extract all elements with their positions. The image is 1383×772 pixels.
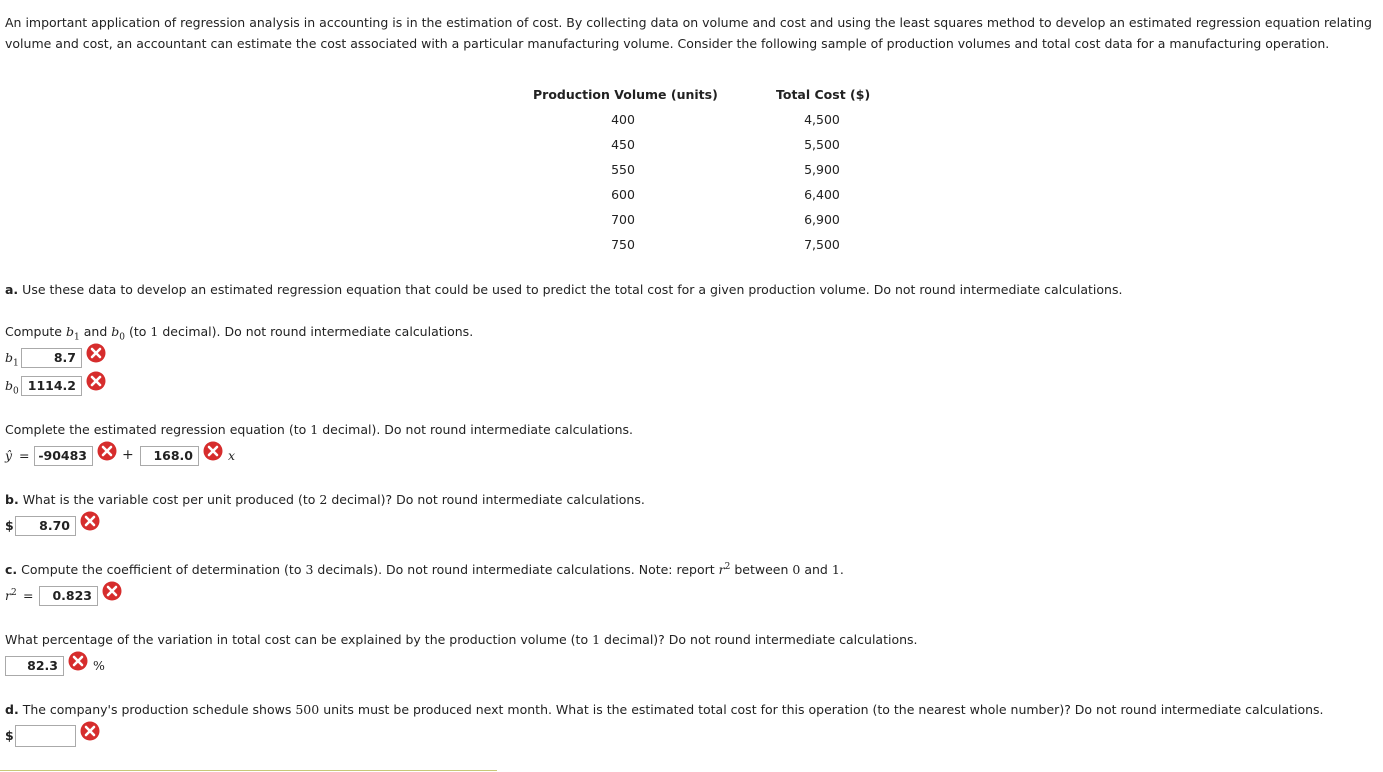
part-b-text-post: decimal)? Do not round intermediate calculations. <box>331 492 645 507</box>
table-cell: 6,400 <box>804 187 840 202</box>
x-variable: x <box>228 448 236 463</box>
part-d-question <box>5 702 1324 717</box>
part-d-label: d. <box>5 702 19 717</box>
b0-symbol: $b_0$ <box>111 324 125 343</box>
percentage-question <box>5 632 918 647</box>
table-cell: 5,500 <box>804 137 840 152</box>
table-cell: 700 <box>611 212 635 227</box>
plus-sign: + <box>122 447 134 463</box>
x-circle-icon <box>68 651 88 671</box>
b1-symbol: $b_1$ <box>66 324 80 343</box>
part-b-label: b. <box>5 492 19 507</box>
and-text: and <box>804 562 828 578</box>
between-text: between <box>734 562 789 578</box>
part-a-text: Use these data to develop an estimated regression equation that could be used to predict the total cost for a given production volume. Do not round intermediate calculations. <box>22 282 1123 297</box>
intercept-input[interactable]: -90483 <box>34 446 93 466</box>
table-cell: 7,500 <box>804 237 840 252</box>
variable-cost-input[interactable]: 8.70 <box>15 516 76 536</box>
eq-decimal-count: 1 <box>310 422 319 437</box>
table-cell: 550 <box>611 162 635 177</box>
x-circle-icon <box>203 441 223 461</box>
x-circle-icon <box>97 441 117 461</box>
x-circle-icon <box>86 371 106 391</box>
compute-text: Compute <box>5 324 63 339</box>
table-header-volume: Production Volume (units) <box>533 87 718 102</box>
part-c-text-mid: decimals). Do not round intermediate calculations. Note: report <box>317 562 715 578</box>
compute-post: decimal). Do not round intermediate calculations. <box>162 324 474 339</box>
part-a-question <box>5 282 1122 297</box>
eq-text-post: decimal). Do not round intermediate calculations. <box>322 422 634 437</box>
b0-label: $b_0$ <box>5 378 19 397</box>
part-c-question <box>5 562 844 577</box>
pct-text-post: decimal)? Do not round intermediate calculations. <box>604 632 918 647</box>
table-cell: 600 <box>611 187 635 202</box>
part-c-label: c. <box>5 562 18 578</box>
section-divider <box>0 770 497 771</box>
currency-symbol: $ <box>5 518 14 533</box>
equals-sign: = <box>19 448 30 463</box>
equation-instruction <box>5 422 633 437</box>
part-c-decimal-count: 3 <box>305 562 314 578</box>
compute-instruction <box>5 324 473 343</box>
table-header-cost: Total Cost ($) <box>776 87 871 102</box>
period: . <box>839 562 844 578</box>
part-d-text-post: units must be produced next month. What is the estimated total cost for this operation (to the nearest whole number)? Do not round intermediate calculations. <box>323 702 1324 717</box>
compute-paren: (to <box>128 324 147 339</box>
percentage-input[interactable]: 82.3 <box>5 656 64 676</box>
equals-sign: = <box>23 588 34 603</box>
problem-intro: An important application of regression analysis in accounting is in the estimation of cost. By collecting data on volume and cost and using the least squares method to develop an estimated regression equation relating volume and cost, an accountant can estimate the cost associated with a particular manufacturing volume. Consider the following sample of production volumes and total cost data for a manufacturing operation. <box>5 15 1372 51</box>
b1-input[interactable]: 8.7 <box>21 348 82 368</box>
part-b-decimal-count: 2 <box>319 492 328 507</box>
part-d-text-pre: The company's production schedule shows <box>22 702 292 717</box>
x-circle-icon <box>80 721 100 741</box>
x-circle-icon <box>86 343 106 363</box>
table-cell: 5,900 <box>804 162 840 177</box>
table-cell: 6,900 <box>804 212 840 227</box>
b1-label: $b_1$ <box>5 350 19 369</box>
slope-input[interactable]: 168.0 <box>140 446 199 466</box>
decimal-count: 1 <box>150 324 159 339</box>
and-text: and <box>83 324 108 339</box>
x-circle-icon <box>102 581 122 601</box>
part-c-text-pre: Compute the coefficient of determination (to <box>21 562 302 578</box>
table-cell: 450 <box>611 137 635 152</box>
part-b-text-pre: What is the variable cost per unit produced (to <box>22 492 316 507</box>
b0-input[interactable]: 1114.2 <box>21 376 82 396</box>
pct-text-pre: What percentage of the variation in total cost can be explained by the production volume (to <box>5 632 589 647</box>
part-a-label: a. <box>5 282 19 297</box>
part-b-question <box>5 492 645 507</box>
r-squared-input[interactable]: 0.823 <box>39 586 98 606</box>
table-cell: 4,500 <box>804 112 840 127</box>
zero-value: 0 <box>792 562 801 578</box>
one-value: 1 <box>831 562 840 578</box>
table-cell: 750 <box>611 237 635 252</box>
eq-text-pre: Complete the estimated regression equation (to <box>5 422 307 437</box>
currency-symbol: $ <box>5 728 14 743</box>
table-cell: 400 <box>611 112 635 127</box>
total-cost-input[interactable] <box>15 725 76 747</box>
x-circle-icon <box>80 511 100 531</box>
r-squared-symbol: $r^2$ <box>718 562 731 578</box>
part-d-units: 500 <box>295 702 320 717</box>
r2-label: $r^2$ <box>5 588 17 604</box>
yhat-symbol: ŷ <box>5 448 13 463</box>
percent-sign: % <box>93 658 105 673</box>
pct-decimal-count: 1 <box>592 632 601 647</box>
